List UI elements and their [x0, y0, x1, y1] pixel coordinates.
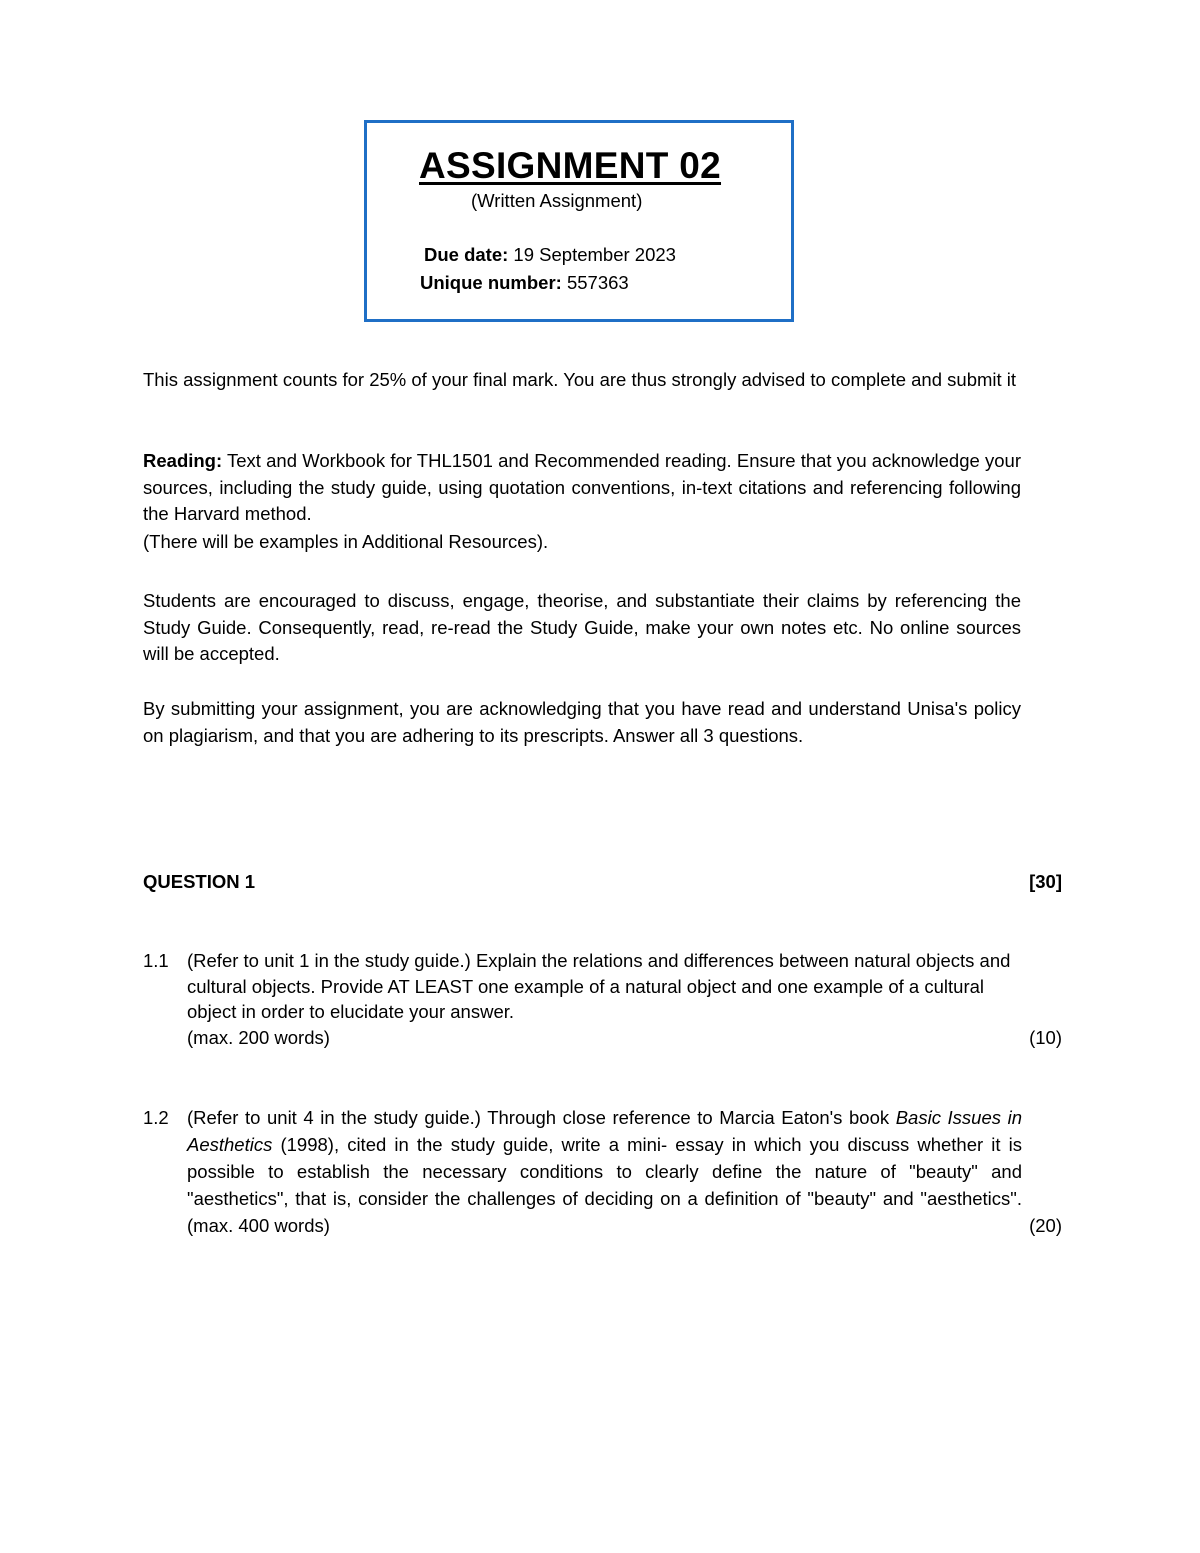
item-word-limit: (max. 200 words)	[187, 1026, 330, 1048]
reading-label: Reading:	[143, 450, 223, 471]
unique-number-label: Unique number:	[420, 272, 562, 293]
assignment-title: ASSIGNMENT 02	[419, 145, 722, 186]
item-text: (Refer to unit 1 in the study guide.) Explain the relations and differences between natural objects and cultural objects. Provide AT LEAST one example of a natural object and one example of a cultural object in order to elucidate your answer. (max. 200 words)	[187, 950, 1011, 1048]
question-item-1-2	[143, 1104, 1062, 1239]
assignment-header-box	[364, 120, 794, 322]
unique-number-value: 557363	[561, 272, 629, 293]
due-date-label: Due date:	[424, 244, 509, 265]
assignment-subtitle: (Written Assignment)	[471, 190, 643, 211]
unique-number-line	[420, 272, 629, 294]
question-1-marks: [30]	[1029, 871, 1062, 892]
due-date-line	[424, 244, 676, 266]
item-number: 1.1	[143, 950, 169, 971]
students-paragraph: Students are encouraged to discuss, engage, theorise, and substantiate their claims by referencing the Study Guide. Consequently, read, re-read the Study Guide, make your own notes etc. No online sources will be accepted.	[143, 590, 1021, 664]
intro-paragraph: This assignment counts for 25% of your final mark. You are thus strongly advised to complete and submit it	[143, 369, 1017, 390]
book-title: Basic Issues in Aesthetics	[187, 1107, 1022, 1155]
question-1-label: QUESTION 1	[143, 871, 256, 892]
reading-text: Text and Workbook for THL1501 and Recommended reading. Ensure that you acknowledge your sources, including the study guide, using quotation conventions, in-text citations and referencing following the Harvard method.	[143, 450, 1021, 524]
due-date-value: 19 September 2023	[508, 244, 676, 265]
item-text: (Refer to unit 4 in the study guide.) Through close reference to Marcia Eaton's book Basic Issues in Aesthetics (1998), cited in the study guide, write a mini- essay in which you discuss whether it is possible to establish the necessary conditions to clearly define the nature of "beauty" and "aesthetics", that is, consider the challenges of deciding on a definition of "beauty" and "aesthetics". (max. 400 words)	[187, 1107, 1022, 1236]
submitting-paragraph: By submitting your assignment, you are acknowledging that you have read and understand Unisa's policy on plagiarism, and that you are adhering to its prescripts. Answer all 3 questions.	[143, 698, 1021, 746]
item-number: 1.2	[143, 1107, 169, 1128]
reading-note: (There will be examples in Additional Resources).	[143, 531, 549, 552]
reading-paragraph	[143, 448, 1021, 528]
item-marks: (20)	[1029, 1215, 1062, 1236]
question-item-1-1	[143, 948, 1062, 1050]
item-marks: (10)	[1029, 1026, 1062, 1048]
